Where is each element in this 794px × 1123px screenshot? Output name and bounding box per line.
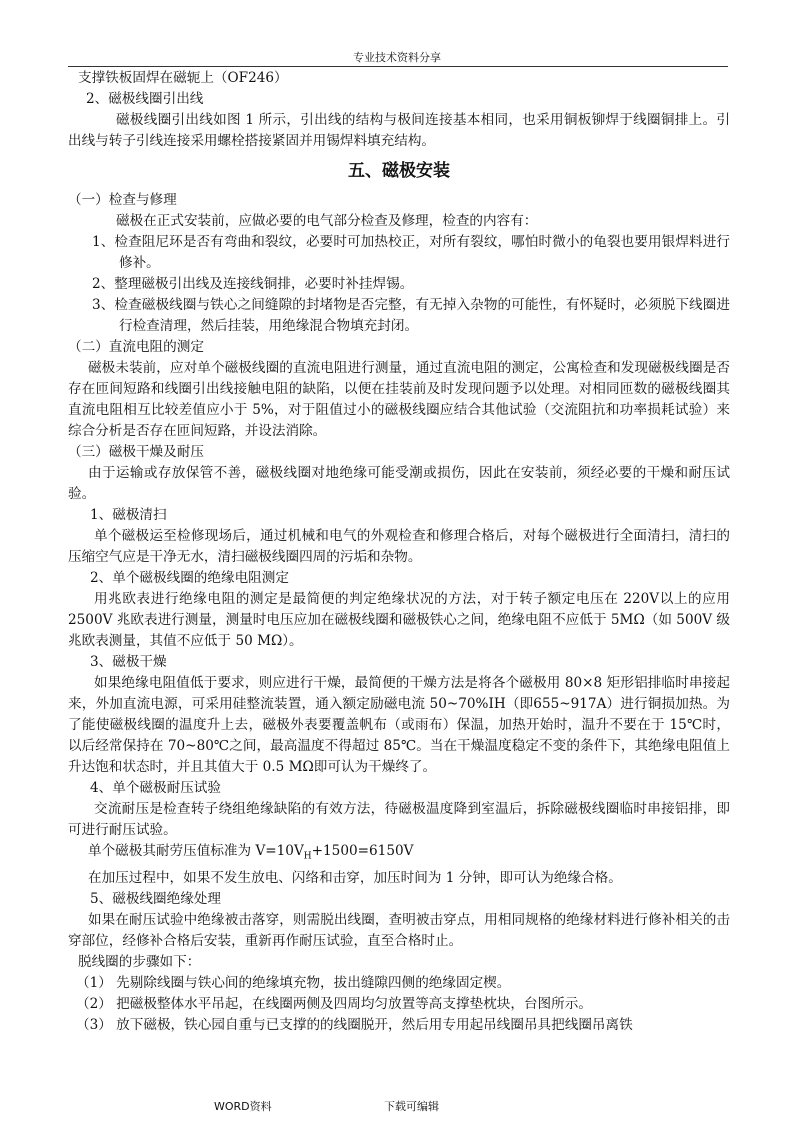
list-item: 3、检查磁极线圈与铁心之间缝隙的封堵物是否完整，有无掉入杂物的可能性，有怀疑时，必须脱下线圈进行检查清理，然后挂装，用绝缘混合物填充封闭。 [92, 297, 730, 334]
footer-right: 下载可编辑 [384, 1100, 439, 1113]
section-title: 五、磁极安装 [348, 161, 450, 181]
paragraph: 脱线圈的步骤如下： [78, 953, 201, 970]
subheading: 1、磁极清扫 [90, 507, 167, 523]
section-heading: （二）直流电阻的测定 [68, 339, 204, 355]
section-heading: （一）检查与修理 [68, 192, 177, 208]
check-list [68, 232, 730, 337]
subheading: 2、单个磁极线圈的绝缘电阻测定 [90, 570, 289, 586]
paragraph: 如果在耐压试验中绝缘被击落穿，则需脱出线圈，查明被击穿点，用相同规格的绝缘材料进行修补相关的击穿部位，经修补合格后安装，重新再作耐压试验，直至合格时止。 [68, 911, 730, 949]
paragraph: 支撑铁板固焊在磁轭上（OF246） [78, 70, 288, 86]
list-item: 2、整理磁极引出线及连接线铜排，必要时补挂焊锡。 [92, 276, 414, 292]
list-item: 1、检查阻尼环是否有弯曲和裂纹，必要时可加热校正，对所有裂纹，哪怕时微小的龟裂也要用银焊料进行修补。 [92, 234, 730, 271]
paragraph: 如果绝缘电阻值低于要求，则应进行干燥，最简便的干燥方法是将各个磁极用 80×8 矩形铝排临时串接起来，外加直流电源，可采用硅整流装置，通入额定励磁电流 50~70%IH（即655~917A）进行铜损加热。为了能使磁极线圈的温度升上去，磁极外表要覆盖帆布（或雨布）保温，加热开始时，温升不要在于 15℃时，以后经常保持在 70~80℃之间，最高温度不得超过 85℃。当在干燥温度稳定不变的条件下，其绝缘电阻值上升达饱和状态时，并且其值大于 0.5 MΩ即可认为干燥终了。 [68, 675, 730, 775]
paragraph: 磁极未装前，应对单个磁极线圈的直流电阻进行测量，通过直流电阻的测定，公寓检查和发现磁极线圈是否存在匝间短路和线圈引出线接触电阻的缺陷，以便在挂装前及时发现问题予以处理。对相同匝数的磁极线圈其直流电阻相互比较差值应小于 5%，对于阻值过小的磁极线圈应结合其他试验（交流阻抗和功率损耗试验）来综合分析是否存在匝间短路，并设法消除。 [68, 360, 730, 439]
formula-line [68, 841, 730, 868]
step-item: （3） 放下磁极，铁心园自重与已支撑的的线圈脱开，然后用专用起吊线圈吊具把线圈吊离铁 [76, 1016, 633, 1033]
formula-text-a: 单个磁极其耐劳压值标准为 V=10V [88, 843, 304, 859]
paragraph: 在加压过程中，如果不发生放电、闪络和击穿，加压时间为 1 分钟，即可认为绝缘合格。 [88, 869, 622, 886]
paragraph: 磁极在正式安装前，应做必要的电气部分检查及修理，检查的内容有： [116, 213, 538, 229]
footer-left: WORD资料 [214, 1100, 272, 1113]
page-header: 专业技术资料分享 [353, 51, 441, 64]
formula-subscript: H [303, 851, 312, 862]
paragraph: 单个磁极运至检修现场后，通过机械和电气的外观检查和修理合格后，对每个磁极进行全面清扫，清扫的压缩空气应是干净无水，清扫磁极线圈四周的污垢和杂物。 [68, 528, 730, 565]
paragraph: 磁极线圈引出线如图 1 所示，引出线的结构与极间连接基本相同，也采用铜板铆焊于线圈铜排上。引出线与转子引线连接采用螺栓搭接紧固并用锡焊料填充结构。 [68, 112, 730, 149]
paragraph: 交流耐压是检查转子绕组绝缘缺陷的有效方法，待磁极温度降到室温后，拆除磁极线圈临时串接铝排，即可进行耐压试验。 [68, 801, 730, 838]
paragraph: 由于运输或存放保管不善，磁极线圈对地绝缘可能受潮或损伤，因此在安装前，须经必要的干燥和耐压试验。 [68, 465, 730, 502]
steps-list [68, 973, 730, 1036]
paragraph: 用兆欧表进行绝缘电阻的测定是最简便的判定绝缘状况的方法，对于转子额定电压在 220V以上的应用 2500V 兆欧表进行测量，测量时电压应加在磁极线圈和磁极铁心之间，绝缘电阻不应低于 5MΩ（如 500V 级兆欧表测量，其值不应低于 50 MΩ）。 [68, 591, 730, 649]
document-body [68, 68, 730, 1036]
step-item: （2） 把磁极整体水平吊起，在线圈两侧及四周均匀放置等高支撑垫枕块，台图所示。 [76, 995, 592, 1012]
subheading: 4、单个磁极耐压试验 [90, 780, 221, 796]
header-rule [68, 66, 728, 67]
section-heading: （三）磁极干燥及耐压 [68, 444, 204, 460]
subheading: 3、磁极干燥 [90, 654, 167, 670]
subheading: 2、磁极线圈引出线 [86, 91, 204, 107]
subheading: 5、磁极线圈绝缘处理 [90, 890, 221, 907]
step-item: （1） 先剔除线圈与铁心间的绝缘填充物，拔出缝隙四侧的绝缘固定楔。 [76, 974, 511, 991]
formula-text-b: +1500=6150V [311, 843, 414, 859]
